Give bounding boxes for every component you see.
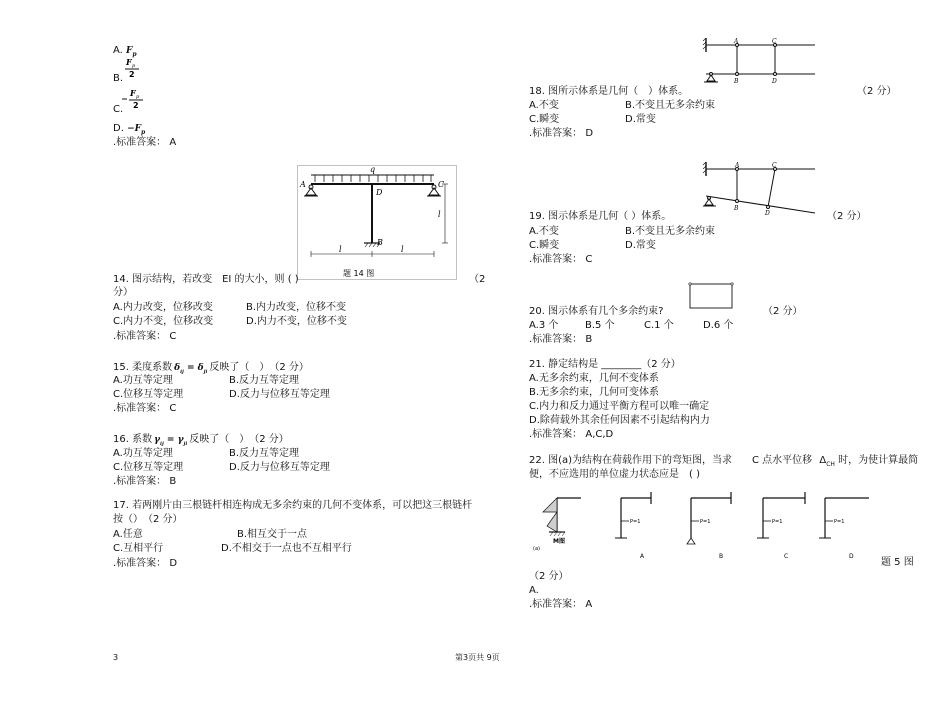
q21-answer: .标准答案： A,C,D <box>529 429 614 440</box>
q16-stem: 16. 系数 $\gamma_{ij} = \gamma_{ji}$ 反映了（ ） （2 分） <box>113 434 289 447</box>
q21-option-d: D.除荷载外其余任何因素不引起结构内力 <box>529 415 710 426</box>
q13-answer: .标准答案： A <box>113 137 177 148</box>
fig14-label-l1: l <box>339 245 342 254</box>
fig22-option-a-diagram <box>615 492 651 560</box>
svg-text:2: 2 <box>133 101 139 110</box>
q14-option-a: A.内力改变，位移改变 <box>113 302 213 313</box>
q17-answer: .标准答案： D <box>113 558 178 569</box>
q16-option-d: D.反力与位移互等定理 <box>229 462 330 473</box>
q22-option-a: A. <box>529 585 539 596</box>
q15-option-a: A.功互等定理 <box>113 375 173 386</box>
footer-page-number: 3 <box>113 653 119 662</box>
q17-option-d: D.不相交于一点也不互相平行 <box>221 543 352 554</box>
fig22-label-a: A <box>640 553 645 560</box>
q22-delta-symbol: $\Delta_{CH}$ <box>819 455 835 468</box>
q18-option-c: C.瞬变 <box>529 114 560 125</box>
q20-option-d: D.6 个 <box>703 320 734 331</box>
q19-option-d: D.常变 <box>625 240 656 251</box>
q13-formula-c <box>121 87 149 111</box>
svg-text:F: F <box>126 57 132 67</box>
q14-option-c: C.内力不变，位移改变 <box>113 316 214 327</box>
q20-stem: 20. 图示体系有几个多余约束? <box>529 306 664 317</box>
q20-option-b: B.5 个 <box>585 320 615 331</box>
fig22-b-p: P=1 <box>700 519 711 525</box>
fig22-label-d: D <box>849 553 854 560</box>
fig14-label-l2: l <box>401 245 404 254</box>
fig22-option-b-diagram <box>687 492 731 560</box>
q22-stem-line1: 22. 图(a)为结构在荷载作用下的弯矩图，当求 C 点水平位移 $\Delta_{CH}$ 时，为使计算最简 <box>529 455 919 468</box>
fig22-option-d-diagram <box>819 498 869 560</box>
q17-option-a: A.任意 <box>113 529 143 540</box>
q14-stem: 14. 图示结构，若改变 EI 的大小，则 ( ) <box>113 274 299 285</box>
q14-score-cont: 分） <box>113 287 133 298</box>
fig22-option-c-diagram <box>757 492 805 560</box>
fig14-label-q: q <box>370 165 376 174</box>
q22-answer: .标准答案： A <box>529 599 593 610</box>
fig22-a-p: P=1 <box>630 519 641 525</box>
fig19-label-b: B <box>734 205 739 212</box>
svg-text:p: p <box>136 94 140 100</box>
q16-option-b: B.反力互等定理 <box>229 448 300 459</box>
q13-option-a: A. $F_p$ <box>113 45 137 58</box>
q22-fig-caption: 题 5 图 <box>881 557 914 568</box>
q15-option-b: B.反力互等定理 <box>229 375 300 386</box>
fig19-label-c: C <box>772 162 777 169</box>
fig18-label-c: C <box>772 38 777 45</box>
fig20-frame-diagram <box>688 282 734 310</box>
fig19-system-diagram <box>703 158 818 216</box>
fig14-label-c: C <box>438 180 445 189</box>
fig18-label-b: B <box>734 78 739 85</box>
q17-stem-line1: 17. 若两刚片由三根链杆相连构成无多余约束的几何不变体系，可以把这三根链杆 <box>113 500 473 511</box>
q18-stem: 18. 图所示体系是几何（ ）体系。 <box>529 86 689 97</box>
fig22-label-b: B <box>719 553 724 560</box>
fig14-label-d: D <box>376 188 383 197</box>
q21-stem: 21. 静定结构是 ________（2 分） <box>529 359 681 370</box>
q15-option-c: C.位移互等定理 <box>113 389 184 400</box>
fig18-label-a: A <box>734 38 739 45</box>
q15-formula: $\delta_{ij} = \delta_{ji}$ <box>174 363 208 375</box>
q19-option-c: C.瞬变 <box>529 240 560 251</box>
q19-option-b: B.不变且无多余约束 <box>625 226 716 237</box>
svg-text:p: p <box>132 63 136 69</box>
q16-option-a: A.功互等定理 <box>113 448 173 459</box>
fig14-label-b: B <box>377 238 383 247</box>
q17-option-c: C.互相平行 <box>113 543 164 554</box>
q19-answer: .标准答案： C <box>529 254 593 265</box>
q16-option-c: C.位移互等定理 <box>113 462 184 473</box>
q18-option-b: B.不变且无多余约束 <box>625 100 716 111</box>
q13-option-d: D. $-F_p$ <box>113 123 146 136</box>
fig14-structure-diagram <box>297 165 457 280</box>
q17-stem-line2: 按（） （2 分） <box>113 514 183 525</box>
fig22-virtual-force-diagram <box>533 486 878 566</box>
q15-answer: .标准答案： C <box>113 403 177 414</box>
q20-option-a: A.3 个 <box>529 320 559 331</box>
q15-option-d: D.反力与位移互等定理 <box>229 389 330 400</box>
q16-answer: .标准答案： B <box>113 476 177 487</box>
q13-option-b: B. <box>113 73 124 84</box>
q20-option-c: C.1 个 <box>644 320 674 331</box>
svg-text:F: F <box>130 88 136 98</box>
q22-stem-line2: 便，不应选用的单位虚力状态应是 ( ) <box>529 469 700 480</box>
q22-score: （2 分） <box>529 571 569 582</box>
fig14-caption: 题 14 图 <box>343 269 375 278</box>
fig19-label-d: D <box>765 210 770 217</box>
q13-option-c: C. <box>113 104 124 115</box>
q17-option-b: B.相互交于一点 <box>237 529 308 540</box>
q21-option-b: B.无多余约束，几何可变体系 <box>529 387 660 398</box>
q18-answer: .标准答案： D <box>529 128 594 139</box>
fig22-a-label: (a) <box>533 546 540 552</box>
q19-score: （2 分） <box>827 211 867 222</box>
q18-score: （2 分） <box>857 86 897 97</box>
q15-stem: 15. 柔度系数 $\delta_{ij} = \delta_{ji}$ 反映了（ ） （2 分） <box>113 362 309 375</box>
fig14-label-lv: l <box>438 210 441 219</box>
q19-stem: 19. 图示体系是几何（ ）体系。 <box>529 211 672 222</box>
q20-score: （2 分） <box>763 306 803 317</box>
fig22-m-label: M图 <box>553 538 565 545</box>
q21-option-a: A.无多余约束，几何不变体系 <box>529 373 659 384</box>
q18-option-d: D.常变 <box>625 114 656 125</box>
fig22-moment-diagram <box>533 498 581 552</box>
fig22-c-p: P=1 <box>772 519 783 525</box>
q14-option-b: B.内力改变，位移不变 <box>246 302 347 313</box>
fig19-label-a: A <box>735 162 740 169</box>
q19-option-a: A.不变 <box>529 226 559 237</box>
q14-score: （2 <box>469 274 486 285</box>
footer-page-info: 第3页共 9页 <box>455 653 500 662</box>
fig14-label-a: A <box>300 180 306 189</box>
q14-answer: .标准答案： C <box>113 331 177 342</box>
q13-formula-b <box>123 56 147 80</box>
q18-option-a: A.不变 <box>529 100 559 111</box>
q16-formula: $\gamma_{ij} = \gamma_{ji}$ <box>154 435 188 447</box>
q20-answer: .标准答案： B <box>529 334 593 345</box>
svg-text:2: 2 <box>129 70 135 79</box>
fig22-d-p: P=1 <box>834 519 845 525</box>
q14-option-d: D.内力不变，位移不变 <box>246 316 347 327</box>
q21-option-c: C.内力和反力通过平衡方程可以唯一确定 <box>529 401 710 412</box>
fig22-label-c: C <box>784 553 789 560</box>
fig18-system-diagram <box>703 36 818 86</box>
fig18-label-d: D <box>772 78 777 85</box>
